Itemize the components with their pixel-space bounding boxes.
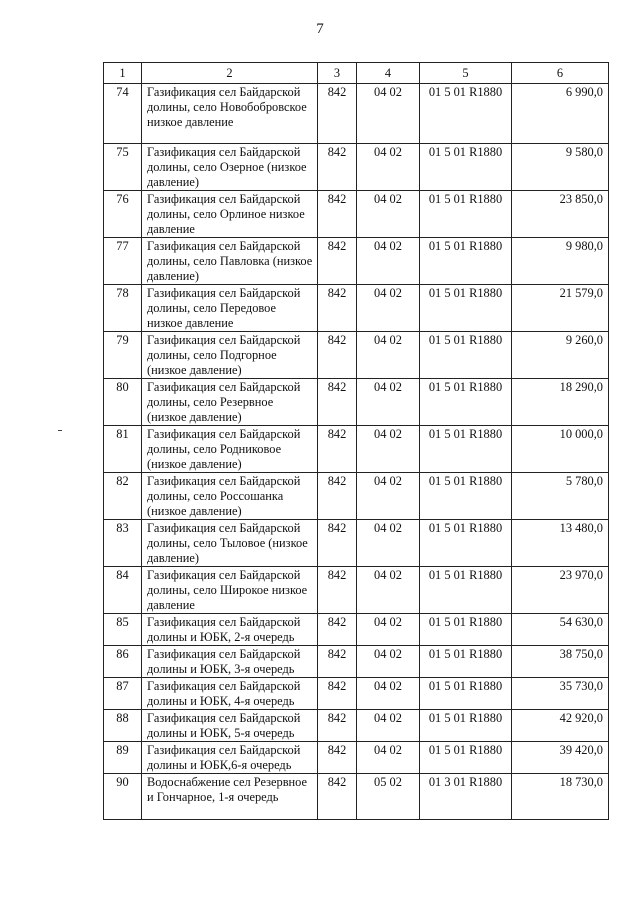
cell-section-code: 04 02 xyxy=(357,238,420,285)
cell-section-code: 04 02 xyxy=(357,520,420,567)
scan-speck xyxy=(58,430,62,431)
cell-target-code: 01 5 01 R1880 xyxy=(420,520,512,567)
table-row xyxy=(104,774,609,820)
cell-target-code: 01 5 01 R1880 xyxy=(420,332,512,379)
cell-admin-code: 842 xyxy=(318,710,357,742)
cell-amount: 39 420,0 xyxy=(512,742,609,774)
cell-amount: 38 750,0 xyxy=(512,646,609,678)
cell-section-code: 04 02 xyxy=(357,332,420,379)
cell-amount: 9 260,0 xyxy=(512,332,609,379)
cell-item-name: Газификация сел Байдарской долины и ЮБК, 5-я очередь xyxy=(142,710,318,742)
table-row xyxy=(104,426,609,473)
cell-item-name: Газификация сел Байдарской долины, село Родниковое (низкое давление) xyxy=(142,426,318,473)
cell-item-name: Газификация сел Байдарской долины, село Озерное (низкое давление) xyxy=(142,144,318,191)
cell-row-number: 85 xyxy=(104,614,142,646)
column-header-1: 1 xyxy=(104,63,142,84)
cell-target-code: 01 5 01 R1880 xyxy=(420,285,512,332)
cell-item-name: Газификация сел Байдарской долины, село Павловка (низкое давление) xyxy=(142,238,318,285)
table-row xyxy=(104,710,609,742)
cell-row-number: 78 xyxy=(104,285,142,332)
cell-item-name: Газификация сел Байдарской долины и ЮБК, 2-я очередь xyxy=(142,614,318,646)
cell-target-code: 01 5 01 R1880 xyxy=(420,191,512,238)
cell-admin-code: 842 xyxy=(318,774,357,820)
column-header-2: 2 xyxy=(142,63,318,84)
cell-item-name: Газификация сел Байдарской долины, село Тыловое (низкое давление) xyxy=(142,520,318,567)
cell-amount: 5 780,0 xyxy=(512,473,609,520)
cell-section-code: 04 02 xyxy=(357,567,420,614)
cell-target-code: 01 5 01 R1880 xyxy=(420,742,512,774)
cell-item-name: Газификация сел Байдарской долины, село Орлиное низкое давление xyxy=(142,191,318,238)
cell-target-code: 01 5 01 R1880 xyxy=(420,426,512,473)
cell-target-code: 01 5 01 R1880 xyxy=(420,144,512,191)
cell-target-code: 01 5 01 R1880 xyxy=(420,567,512,614)
cell-section-code: 04 02 xyxy=(357,144,420,191)
cell-row-number: 81 xyxy=(104,426,142,473)
cell-admin-code: 842 xyxy=(318,144,357,191)
table-row xyxy=(104,84,609,144)
cell-admin-code: 842 xyxy=(318,238,357,285)
cell-item-name: Водоснабжение сел Резервное и Гончарное, 1-я очередь xyxy=(142,774,318,820)
table-row xyxy=(104,379,609,426)
cell-section-code: 04 02 xyxy=(357,426,420,473)
cell-item-name: Газификация сел Байдарской долины, село Передовое низкое давление xyxy=(142,285,318,332)
cell-row-number: 82 xyxy=(104,473,142,520)
cell-item-name: Газификация сел Байдарской долины, село Широкое низкое давление xyxy=(142,567,318,614)
cell-target-code: 01 5 01 R1880 xyxy=(420,678,512,710)
cell-target-code: 01 3 01 R1880 xyxy=(420,774,512,820)
cell-admin-code: 842 xyxy=(318,426,357,473)
column-header-5: 5 xyxy=(420,63,512,84)
cell-target-code: 01 5 01 R1880 xyxy=(420,646,512,678)
cell-row-number: 88 xyxy=(104,710,142,742)
cell-row-number: 89 xyxy=(104,742,142,774)
page-number: 7 xyxy=(316,21,324,37)
table-row xyxy=(104,742,609,774)
column-header-6: 6 xyxy=(512,63,609,84)
table-row xyxy=(104,191,609,238)
cell-section-code: 04 02 xyxy=(357,285,420,332)
table-row xyxy=(104,614,609,646)
column-header-4: 4 xyxy=(357,63,420,84)
cell-admin-code: 842 xyxy=(318,678,357,710)
table-row xyxy=(104,520,609,567)
cell-amount: 18 290,0 xyxy=(512,379,609,426)
cell-row-number: 86 xyxy=(104,646,142,678)
cell-item-name: Газификация сел Байдарской долины, село Подгорное (низкое давление) xyxy=(142,332,318,379)
cell-admin-code: 842 xyxy=(318,473,357,520)
table-header-row xyxy=(104,63,609,84)
cell-amount: 35 730,0 xyxy=(512,678,609,710)
cell-item-name: Газификация сел Байдарской долины, село Новобобровское низкое давление xyxy=(142,84,318,144)
table-row xyxy=(104,646,609,678)
table-row xyxy=(104,473,609,520)
cell-amount: 23 970,0 xyxy=(512,567,609,614)
cell-section-code: 04 02 xyxy=(357,191,420,238)
cell-admin-code: 842 xyxy=(318,520,357,567)
cell-amount: 23 850,0 xyxy=(512,191,609,238)
cell-item-name: Газификация сел Байдарской долины и ЮБК, 4-я очередь xyxy=(142,678,318,710)
cell-section-code: 04 02 xyxy=(357,473,420,520)
cell-admin-code: 842 xyxy=(318,332,357,379)
cell-section-code: 04 02 xyxy=(357,742,420,774)
cell-section-code: 04 02 xyxy=(357,84,420,144)
cell-admin-code: 842 xyxy=(318,567,357,614)
cell-admin-code: 842 xyxy=(318,379,357,426)
cell-section-code: 05 02 xyxy=(357,774,420,820)
cell-target-code: 01 5 01 R1880 xyxy=(420,238,512,285)
budget-table xyxy=(103,62,609,820)
cell-row-number: 80 xyxy=(104,379,142,426)
cell-section-code: 04 02 xyxy=(357,678,420,710)
cell-amount: 6 990,0 xyxy=(512,84,609,144)
cell-admin-code: 842 xyxy=(318,614,357,646)
cell-amount: 10 000,0 xyxy=(512,426,609,473)
cell-row-number: 87 xyxy=(104,678,142,710)
cell-row-number: 75 xyxy=(104,144,142,191)
cell-item-name: Газификация сел Байдарской долины, село Россошанка (низкое давление) xyxy=(142,473,318,520)
cell-item-name: Газификация сел Байдарской долины и ЮБК, 3-я очередь xyxy=(142,646,318,678)
cell-admin-code: 842 xyxy=(318,285,357,332)
table-row xyxy=(104,285,609,332)
table-row xyxy=(104,567,609,614)
cell-target-code: 01 5 01 R1880 xyxy=(420,473,512,520)
cell-amount: 9 580,0 xyxy=(512,144,609,191)
cell-admin-code: 842 xyxy=(318,191,357,238)
cell-admin-code: 842 xyxy=(318,646,357,678)
cell-target-code: 01 5 01 R1880 xyxy=(420,379,512,426)
cell-amount: 18 730,0 xyxy=(512,774,609,820)
cell-row-number: 77 xyxy=(104,238,142,285)
cell-row-number: 83 xyxy=(104,520,142,567)
cell-row-number: 90 xyxy=(104,774,142,820)
cell-section-code: 04 02 xyxy=(357,614,420,646)
cell-item-name: Газификация сел Байдарской долины и ЮБК,6-я очередь xyxy=(142,742,318,774)
cell-row-number: 84 xyxy=(104,567,142,614)
table-row xyxy=(104,678,609,710)
table-row xyxy=(104,332,609,379)
cell-amount: 54 630,0 xyxy=(512,614,609,646)
cell-section-code: 04 02 xyxy=(357,710,420,742)
cell-row-number: 74 xyxy=(104,84,142,144)
cell-row-number: 79 xyxy=(104,332,142,379)
cell-amount: 42 920,0 xyxy=(512,710,609,742)
table-row xyxy=(104,238,609,285)
column-header-3: 3 xyxy=(318,63,357,84)
table-body xyxy=(104,84,609,820)
cell-section-code: 04 02 xyxy=(357,646,420,678)
cell-row-number: 76 xyxy=(104,191,142,238)
cell-target-code: 01 5 01 R1880 xyxy=(420,84,512,144)
table-row xyxy=(104,144,609,191)
cell-admin-code: 842 xyxy=(318,84,357,144)
cell-target-code: 01 5 01 R1880 xyxy=(420,614,512,646)
cell-admin-code: 842 xyxy=(318,742,357,774)
cell-amount: 21 579,0 xyxy=(512,285,609,332)
cell-section-code: 04 02 xyxy=(357,379,420,426)
cell-amount: 13 480,0 xyxy=(512,520,609,567)
cell-target-code: 01 5 01 R1880 xyxy=(420,710,512,742)
cell-item-name: Газификация сел Байдарской долины, село Резервное (низкое давление) xyxy=(142,379,318,426)
cell-amount: 9 980,0 xyxy=(512,238,609,285)
